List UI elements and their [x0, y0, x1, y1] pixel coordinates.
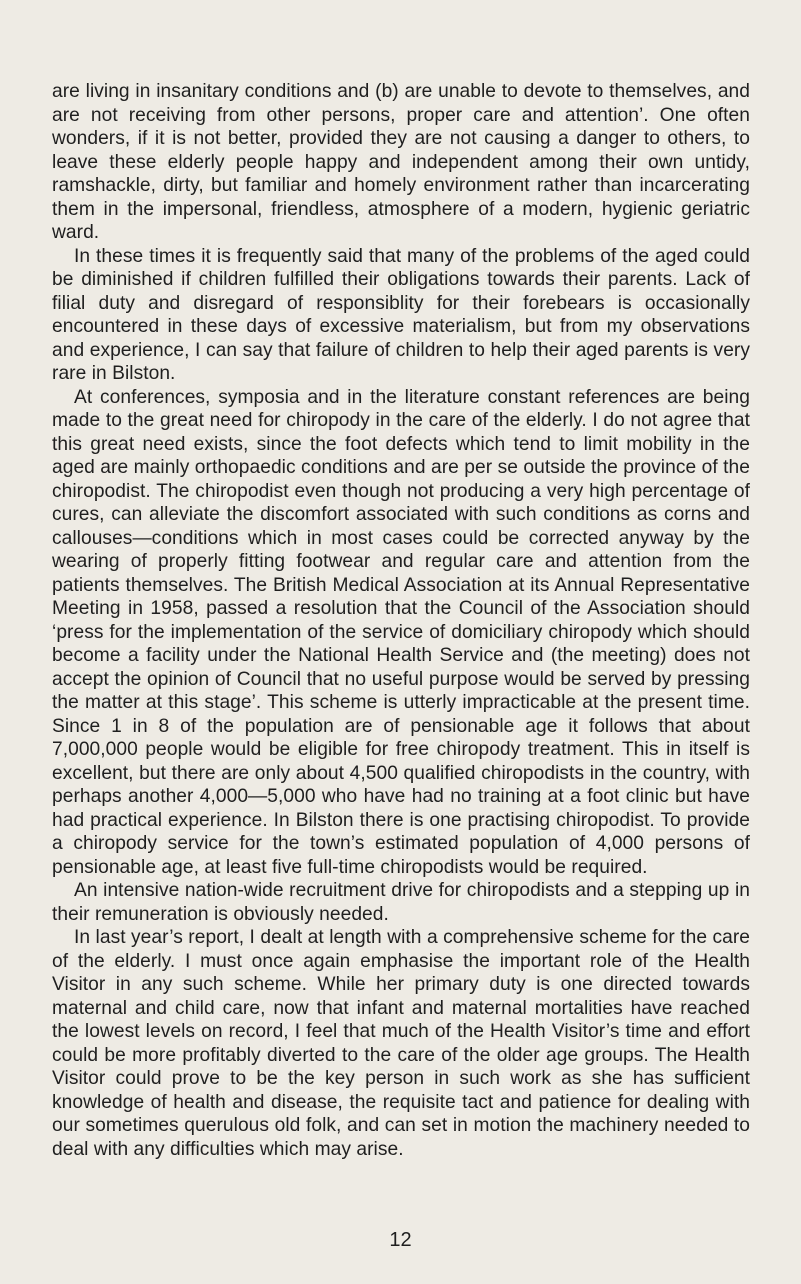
paragraph-health-visitor: In last year’s report, I dealt at length with a comprehensive scheme for the care of the elderly. I must once again emphasise the important role of the Health Visitor in any such scheme. While her primary duty is one directed towards maternal and child care, now that infant and maternal mortalities have reached the lowest levels on record, I feel that much of the Health Visitor’s time and effort could be more profitably diverted to the care of the older age groups. The Health Visitor could prove to be the key person in such work as she has sufficient knowledge of health and disease, the requisite tact and patience for dealing with our sometimes querulous old folk, and can set in motion the machinery needed to deal with any difficulties which may arise. — [52, 927, 750, 1160]
paragraph-recruitment: An intensive nation-wide recruitment drive for chiropodists and a stepping up in their remuneration is obviously needed. — [52, 880, 750, 925]
body-text — [52, 80, 750, 1161]
paragraph-filial-duty: In these times it is frequently said that many of the problems of the aged could be diminished if children fulfilled their obligations towards their parents. Lack of filial duty and disregard of responsiblity for their forebears is occasionally encountered in these days of excessive materialism, but from my observations and experience, I can say that failure of children to help their aged parents is very rare in Bilston. — [52, 245, 750, 384]
page-number: 12 — [389, 1229, 412, 1251]
paragraph-continuation: are living in insanitary conditions and (b) are unable to devote to themselves, and are not receiving from other persons, proper care and attention’. One often wonders, if it is not better, provided they are not causing a danger to others, to leave these elderly people happy and independent among their own untidy, ramshackle, dirty, but familiar and homely environment rather than incarcerating them in the impersonal, friendless, atmosphere of a modern, hygienic geriatric ward. — [52, 81, 750, 243]
paragraph-chiropody: At conferences, symposia and in the literature constant references are being made to the great need for chiropody in the care of the elderly. I do not agree that this great need exists, since the foot defects which tend to limit mobility in the aged are mainly orthopaedic conditions and are per se outside the province of the chiropodist. The chiropodist even though not producing a very high percentage of cures, can alleviate the discomfort associated with such conditions as corns and callouses—conditions which in most cases could be corrected anyway by the wearing of properly fitting footwear and regular care and attention from the patients themselves. The British Medical Association at its Annual Representative Meeting in 1958, passed a resolution that the Council of the Association should ‘press for the implementation of the service of domiciliary chiropody which should become a facility under the National Health Service and (the meeting) does not accept the opinion of Council that no useful purpose would be served by pressing the matter at this stage’. This scheme is utterly impracticable at the present time. Since 1 in 8 of the population are of pensionable age it follows that about 7,000,000 people would be eligible for free chiropody treatment. This in itself is excellent, but there are only about 4,500 qualified chiropodists in the country, with perhaps another 4,000—5,000 who have had no training at a foot clinic but have had practical experience. In Bilston there is one practising chiropodist. To provide a chiropody service for the town’s estimated population of 4,000 persons of pensionable age, at least five full-time chiropodists would be required. — [52, 386, 750, 878]
